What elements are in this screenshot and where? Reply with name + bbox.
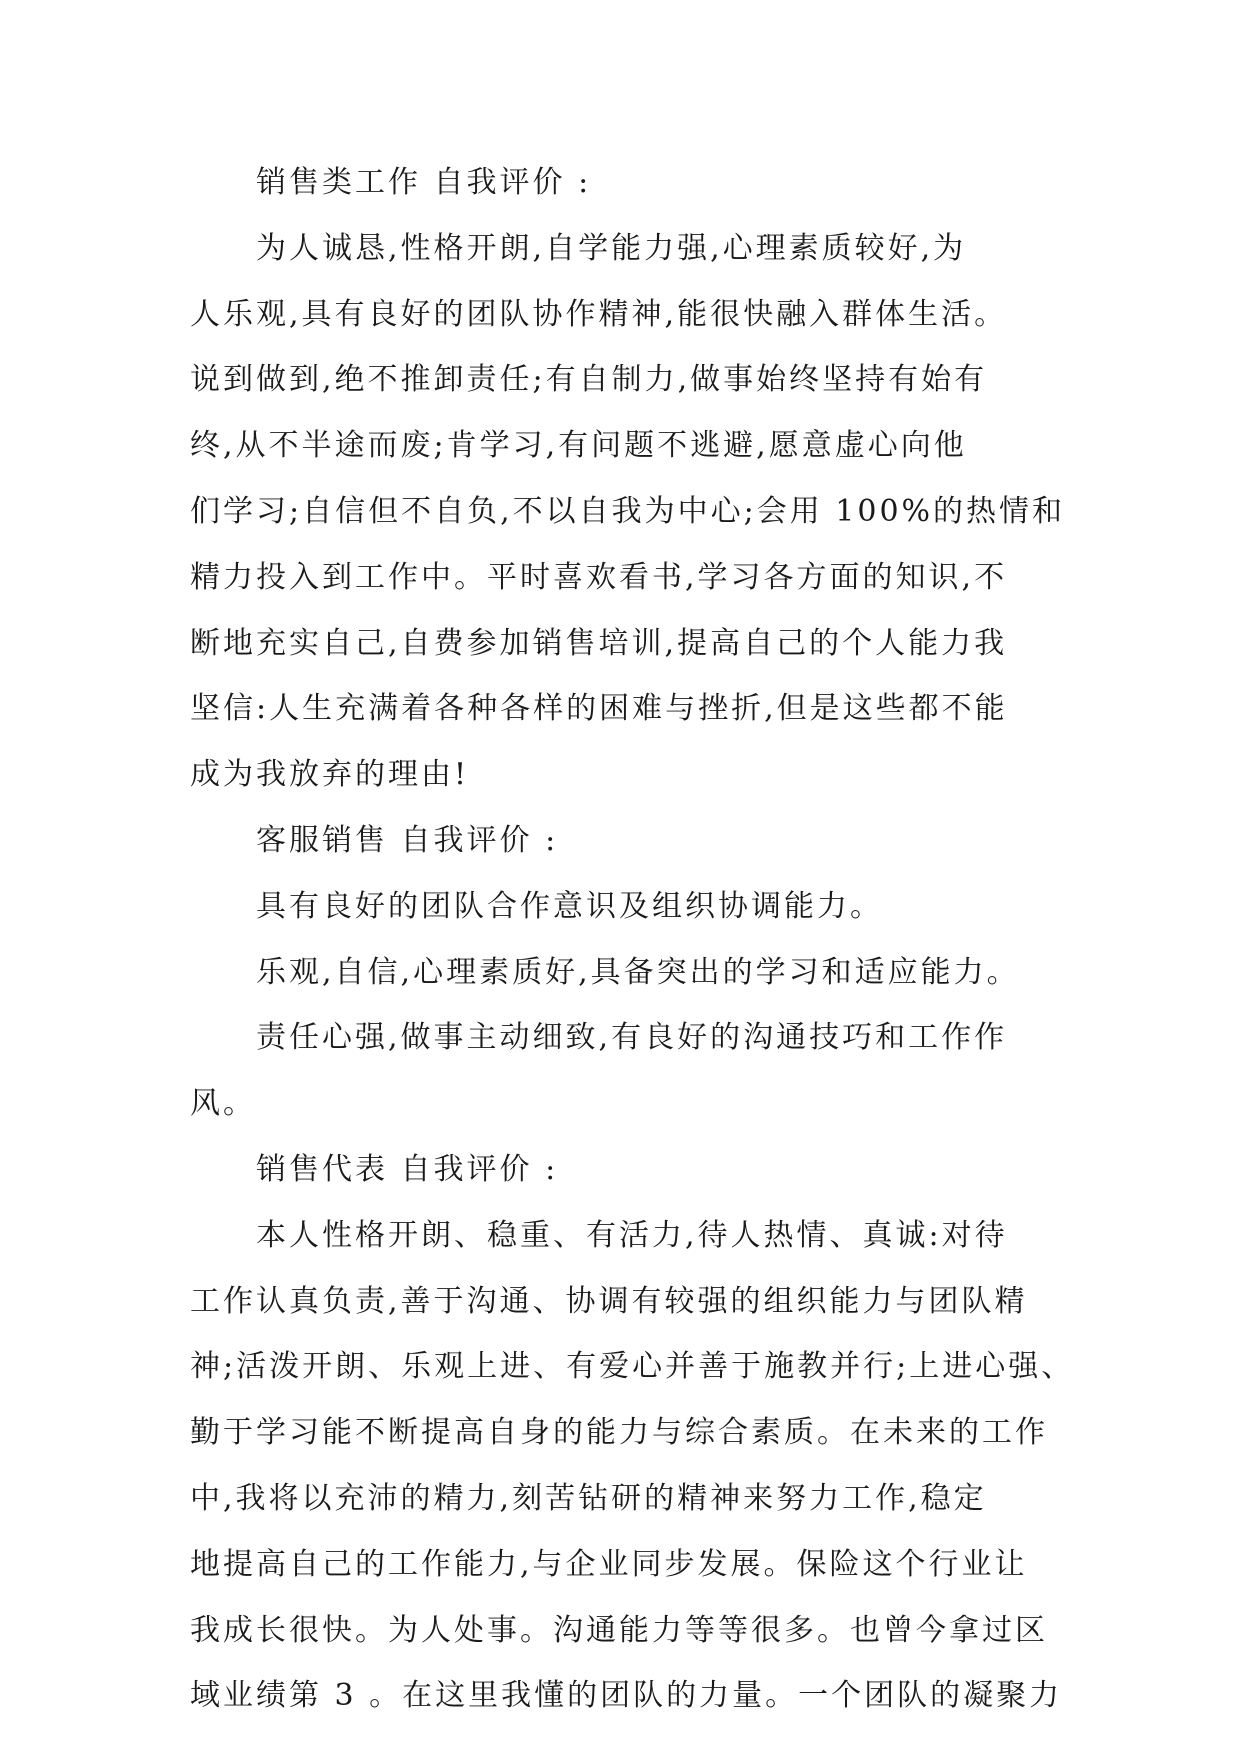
paragraph-line: 乐观,自信,心理素质好,具备突出的学习和适应能力。	[256, 954, 1020, 990]
paragraph-line: 责任心强,做事主动细致,有良好的沟通技巧和工作作	[256, 1020, 1008, 1056]
paragraph-line: 精力投入到工作中。平时喜欢看书,学习各方面的知识,不	[190, 559, 1008, 595]
paragraph-line: 具有良好的团队合作意识及组织协调能力。	[256, 888, 883, 924]
document-body	[190, 150, 1075, 1729]
heading-sales-rep-self-evaluation: 销售代表 自我评价 :	[256, 1151, 559, 1187]
paragraph-line: 断地充实自己,自费参加销售培训,提高自己的个人能力我	[190, 625, 1008, 661]
paragraph-line: 终,从不半途而废;肯学习,有问题不逃避,愿意虚心向他	[190, 428, 967, 464]
paragraph-line: 工作认真负责,善于沟通、协调有较强的组织能力与团队精	[190, 1283, 1028, 1319]
paragraph-line: 神;活泼开朗、乐观上进、有爱心并善于施教并行;上进心强、	[190, 1349, 1075, 1385]
paragraph-line: 域业绩第 3 。在这里我懂的团队的力量。一个团队的凝聚力	[190, 1678, 1063, 1714]
paragraph-line: 勤于学习能不断提高自身的能力与综合素质。在未来的工作	[190, 1415, 1048, 1451]
paragraph-line: 为人诚恳,性格开朗,自学能力强,心理素质较好,为	[256, 230, 967, 266]
paragraph-line: 们学习;自信但不自负,不以自我为中心;会用 100%的热情和	[190, 493, 1066, 529]
paragraph-line: 地提高自己的工作能力,与企业同步发展。保险这个行业让	[190, 1546, 1028, 1582]
paragraph-line: 成为我放弃的理由!	[190, 757, 470, 793]
paragraph-line: 人乐观,具有良好的团队协作精神,能很快融入群体生活。	[190, 296, 1008, 332]
paragraph-line: 我成长很快。为人处事。沟通能力等等很多。也曾今拿过区	[190, 1612, 1048, 1648]
paragraph-line: 本人性格开朗、稳重、有活力,待人热情、真诚:对待	[256, 1217, 1008, 1253]
heading-sales-work-self-evaluation: 销售类工作 自我评价 :	[256, 165, 592, 200]
paragraph-line: 中,我将以充沛的精力,刻苦钻研的精神来努力工作,稳定	[190, 1480, 987, 1516]
paragraph-line: 坚信:人生充满着各种各样的困难与挫折,但是这些都不能	[190, 691, 1008, 727]
paragraph-line: 风。	[190, 1086, 256, 1122]
heading-customer-service-self-evaluation: 客服销售 自我评价 :	[256, 822, 559, 858]
paragraph-line: 说到做到,绝不推卸责任;有自制力,做事始终坚持有始有	[190, 362, 988, 398]
